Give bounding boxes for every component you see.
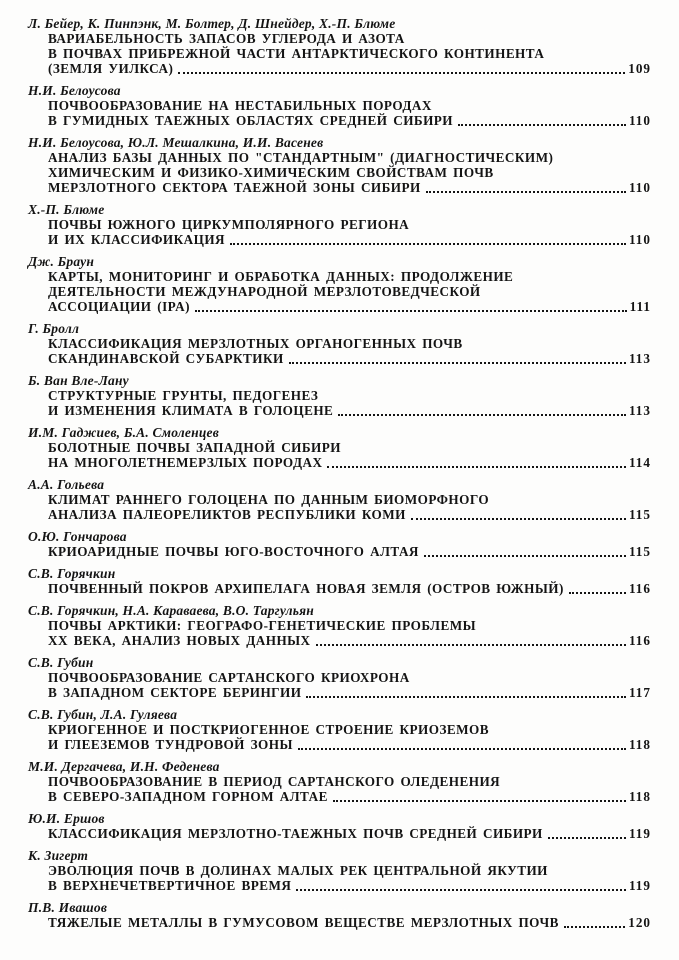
entry-authors: Х.-П. Блюме	[28, 202, 105, 217]
dotted-leader	[569, 592, 626, 594]
dotted-leader	[289, 362, 626, 364]
entry-title-last-line	[48, 544, 651, 559]
entry-title-line: СТРУКТУРНЫЕ ГРУНТЫ, ПЕДОГЕНЕЗ	[48, 388, 319, 403]
entry-authors: Б. Ван Вле-Лану	[28, 373, 129, 388]
dotted-leader	[458, 124, 626, 126]
entry-page-number: 118	[628, 789, 651, 804]
entry-title-line: АНАЛИЗА ПАЛЕОРЕЛИКТОВ РЕСПУБЛИКИ КОМИ	[48, 507, 406, 522]
toc-entry	[28, 655, 651, 700]
entry-title-line: В ВЕРХНЕЧЕТВЕРТИЧНОЕ ВРЕМЯ	[48, 878, 292, 893]
entry-authors: П.В. Ивашов	[28, 900, 108, 915]
entry-title-line: ПОЧВЫ АРКТИКИ: ГЕОГРАФО-ГЕНЕТИЧЕСКИЕ ПРОБЛЕМЫ	[48, 618, 476, 633]
entry-title-block	[28, 722, 651, 752]
toc-entry	[28, 900, 651, 930]
entry-page-number: 114	[628, 455, 651, 470]
toc-entry	[28, 811, 651, 841]
toc-list	[28, 16, 651, 930]
entry-page-number: 116	[628, 581, 651, 596]
entry-title-block	[28, 492, 651, 522]
entry-title-block	[28, 863, 651, 893]
entry-authors: Н.И. Белоусова	[28, 83, 121, 98]
entry-page-number: 110	[628, 180, 651, 195]
entry-title-last-line	[48, 826, 651, 841]
entry-title-block	[28, 217, 651, 247]
entry-authors: М.И. Дергачева, И.Н. Феденева	[28, 759, 220, 774]
entry-page-number: 116	[628, 633, 651, 648]
entry-title-last-line	[48, 633, 651, 648]
dotted-leader	[316, 644, 626, 646]
entry-authors: Н.И. Белоусова, Ю.Л. Мешалкина, И.И. Васенев	[28, 135, 324, 150]
entry-title-line: И ИХ КЛАССИФИКАЦИЯ	[48, 232, 226, 247]
toc-entry	[28, 603, 651, 648]
toc-entry	[28, 477, 651, 522]
entry-authors: К. Зигерт	[28, 848, 89, 863]
entry-title-block	[28, 915, 651, 930]
entry-title-line: КЛАССИФИКАЦИЯ МЕРЗЛОТНО-ТАЕЖНЫХ ПОЧВ СРЕДНЕЙ СИБИРИ	[48, 826, 543, 841]
entry-title-last-line	[48, 232, 651, 247]
entry-page-number: 111	[629, 299, 651, 314]
toc-entry	[28, 373, 651, 418]
dotted-leader	[338, 414, 626, 416]
entry-title-line: СКАНДИНАВСКОЙ СУБАРКТИКИ	[48, 351, 284, 366]
entry-title-last-line	[48, 737, 651, 752]
entry-title-line: ПОЧВООБРАЗОВАНИЕ НА НЕСТАБИЛЬНЫХ ПОРОДАХ	[48, 98, 432, 113]
entry-title-block	[28, 98, 651, 128]
entry-authors: Дж. Браун	[28, 254, 95, 269]
entry-page-number: 119	[628, 878, 651, 893]
entry-title-last-line	[48, 455, 651, 470]
toc-entry	[28, 16, 651, 76]
toc-entry	[28, 83, 651, 128]
entry-title-block	[28, 544, 651, 559]
entry-title-block	[28, 31, 651, 76]
entry-authors: А.А. Гольева	[28, 477, 105, 492]
entry-title-line: В ЗАПАДНОМ СЕКТОРЕ БЕРИНГИИ	[48, 685, 302, 700]
entry-page-number: 113	[628, 403, 651, 418]
entry-title-line: ПОЧВЕННЫЙ ПОКРОВ АРХИПЕЛАГА НОВАЯ ЗЕМЛЯ (ОСТРОВ ЮЖНЫЙ)	[48, 581, 564, 596]
entry-title-block	[28, 774, 651, 804]
entry-authors: С.В. Губин, Л.А. Гуляева	[28, 707, 178, 722]
entry-title-line: АНАЛИЗ БАЗЫ ДАННЫХ ПО "СТАНДАРТНЫМ" (ДИАГНОСТИЧЕСКИМ)	[48, 150, 554, 165]
entry-title-line: В ПОЧВАХ ПРИБРЕЖНОЙ ЧАСТИ АНТАРКТИЧЕСКОГО КОНТИНЕНТА	[48, 46, 545, 61]
entry-title-line: КЛАССИФИКАЦИЯ МЕРЗЛОТНЫХ ОРГАНОГЕННЫХ ПОЧВ	[48, 336, 463, 351]
entry-title-line: ПОЧВЫ ЮЖНОГО ЦИРКУМПОЛЯРНОГО РЕГИОНА	[48, 217, 410, 232]
entry-page-number: 115	[628, 544, 651, 559]
entry-title-last-line	[48, 789, 651, 804]
entry-page-number: 110	[628, 113, 651, 128]
entry-authors: Ю.И. Ершов	[28, 811, 105, 826]
entry-authors: Г. Бролл	[28, 321, 80, 336]
dotted-leader	[298, 748, 626, 750]
entry-title-last-line	[48, 581, 651, 596]
entry-authors: И.М. Гаджиев, Б.А. Смоленцев	[28, 425, 219, 440]
entry-title-last-line	[48, 403, 651, 418]
entry-title-line: ПОЧВООБРАЗОВАНИЕ В ПЕРИОД САРТАНСКОГО ОЛЕДЕНЕНИЯ	[48, 774, 501, 789]
entry-title-line: АССОЦИАЦИИ (IPA)	[48, 299, 190, 314]
entry-title-last-line	[48, 685, 651, 700]
entry-title-line: (ЗЕМЛЯ УИЛКСА)	[48, 61, 174, 76]
entry-title-block	[28, 670, 651, 700]
entry-title-line: КРИОАРИДНЫЕ ПОЧВЫ ЮГО-ВОСТОЧНОГО АЛТАЯ	[48, 544, 419, 559]
entry-title-line: В СЕВЕРО-ЗАПАДНОМ ГОРНОМ АЛТАЕ	[48, 789, 328, 804]
entry-title-line: КЛИМАТ РАННЕГО ГОЛОЦЕНА ПО ДАННЫМ БИОМОРФНОГО	[48, 492, 490, 507]
toc-entry	[28, 202, 651, 247]
entry-page-number: 113	[628, 351, 651, 366]
entry-title-block	[28, 826, 651, 841]
toc-entry	[28, 566, 651, 596]
toc-entry	[28, 759, 651, 804]
dotted-leader	[548, 837, 626, 839]
entry-title-line: ДЕЯТЕЛЬНОСТИ МЕЖДУНАРОДНОЙ МЕРЗЛОТОВЕДЧЕСКОЙ	[48, 284, 481, 299]
toc-entry	[28, 848, 651, 893]
dotted-leader	[564, 926, 625, 928]
entry-title-line: КАРТЫ, МОНИТОРИНГ И ОБРАБОТКА ДАННЫХ: ПРОДОЛЖЕНИЕ	[48, 269, 514, 284]
toc-entry	[28, 254, 651, 314]
entry-title-last-line	[48, 113, 651, 128]
entry-title-block	[28, 618, 651, 648]
entry-title-line: И ГЛЕЕЗЕМОВ ТУНДРОВОЙ ЗОНЫ	[48, 737, 293, 752]
dotted-leader	[195, 310, 627, 312]
entry-title-line: МЕРЗЛОТНОГО СЕКТОРА ТАЕЖНОЙ ЗОНЫ СИБИРИ	[48, 180, 421, 195]
entry-page-number: 119	[628, 826, 651, 841]
entry-title-line: ВАРИАБЕЛЬНОСТЬ ЗАПАСОВ УГЛЕРОДА И АЗОТА	[48, 31, 405, 46]
entry-title-block	[28, 150, 651, 195]
entry-authors: С.В. Горячкин	[28, 566, 116, 581]
entry-page-number: 115	[628, 507, 651, 522]
entry-title-last-line	[48, 915, 651, 930]
entry-title-last-line	[48, 61, 651, 76]
entry-page-number: 118	[628, 737, 651, 752]
entry-title-line: ТЯЖЕЛЫЕ МЕТАЛЛЫ В ГУМУСОВОМ ВЕЩЕСТВЕ МЕРЗЛОТНЫХ ПОЧВ	[48, 915, 559, 930]
entry-title-line: НА МНОГОЛЕТНЕМЕРЗЛЫХ ПОРОДАХ	[48, 455, 323, 470]
entry-title-line: В ГУМИДНЫХ ТАЕЖНЫХ ОБЛАСТЯХ СРЕДНЕЙ СИБИРИ	[48, 113, 454, 128]
dotted-leader	[424, 555, 626, 557]
entry-title-block	[28, 388, 651, 418]
dotted-leader	[411, 518, 626, 520]
entry-title-line: БОЛОТНЫЕ ПОЧВЫ ЗАПАДНОЙ СИБИРИ	[48, 440, 341, 455]
dotted-leader	[178, 72, 625, 74]
toc-entry	[28, 135, 651, 195]
entry-title-last-line	[48, 180, 651, 195]
entry-title-block	[28, 581, 651, 596]
entry-title-line: XX ВЕКА, АНАЛИЗ НОВЫХ ДАННЫХ	[48, 633, 311, 648]
entry-page-number: 109	[628, 61, 651, 76]
entry-title-line: И ИЗМЕНЕНИЯ КЛИМАТА В ГОЛОЦЕНЕ	[48, 403, 334, 418]
dotted-leader	[327, 466, 626, 468]
entry-authors: О.Ю. Гончарова	[28, 529, 127, 544]
dotted-leader	[296, 889, 626, 891]
toc-entry	[28, 425, 651, 470]
dotted-leader	[333, 800, 626, 802]
entry-title-last-line	[48, 351, 651, 366]
dotted-leader	[306, 696, 626, 698]
dotted-leader	[426, 191, 626, 193]
entry-title-last-line	[48, 878, 651, 893]
entry-authors: С.В. Горячкин, Н.А. Караваева, В.О. Таргульян	[28, 603, 315, 618]
entry-title-block	[28, 269, 651, 314]
entry-title-line: ПОЧВООБРАЗОВАНИЕ САРТАНСКОГО КРИОХРОНА	[48, 670, 410, 685]
entry-authors: С.В. Губин	[28, 655, 94, 670]
entry-title-last-line	[48, 299, 651, 314]
entry-title-last-line	[48, 507, 651, 522]
entry-page-number: 120	[628, 915, 651, 930]
entry-title-block	[28, 440, 651, 470]
entry-page-number: 117	[628, 685, 651, 700]
entry-authors: Л. Бейер, К. Пинпэнк, М. Болтер, Д. Шнейдер, Х.-П. Блюме	[28, 16, 396, 31]
dotted-leader	[230, 243, 626, 245]
entry-title-line: ХИМИЧЕСКИМ И ФИЗИКО-ХИМИЧЕСКИМ СВОЙСТВАМ ПОЧВ	[48, 165, 494, 180]
entry-title-block	[28, 336, 651, 366]
toc-entry	[28, 321, 651, 366]
entry-title-line: КРИОГЕННОЕ И ПОСТКРИОГЕННОЕ СТРОЕНИЕ КРИОЗЕМОВ	[48, 722, 489, 737]
entry-title-line: ЭВОЛЮЦИЯ ПОЧВ В ДОЛИНАХ МАЛЫХ РЕК ЦЕНТРАЛЬНОЙ ЯКУТИИ	[48, 863, 548, 878]
toc-entry	[28, 529, 651, 559]
entry-page-number: 110	[628, 232, 651, 247]
toc-entry	[28, 707, 651, 752]
